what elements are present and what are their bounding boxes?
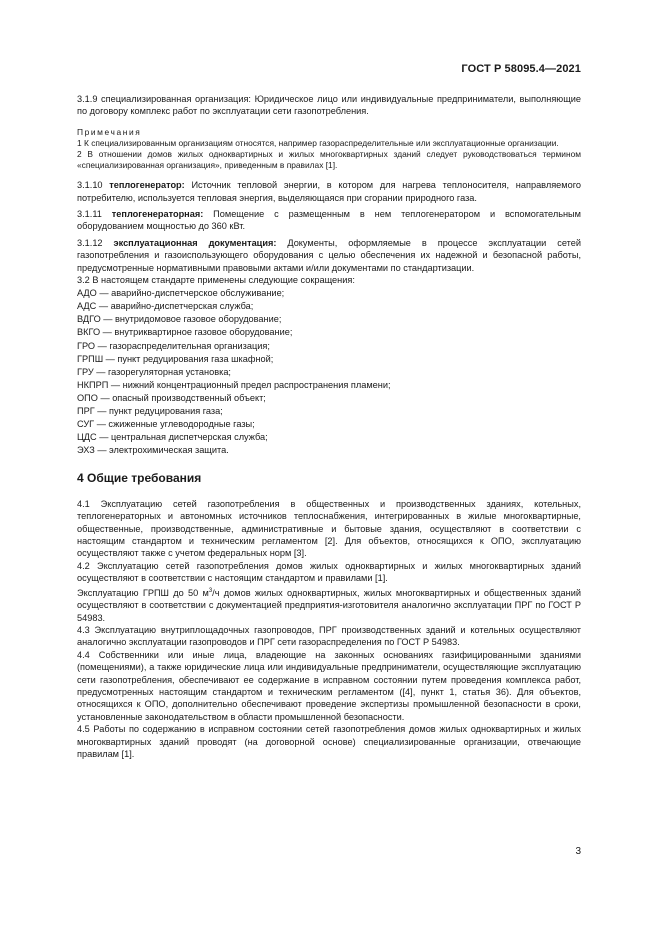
abbreviation-item: АДС — аварийно-диспетчерская служба; [77,301,254,312]
paragraph-4-2-grpsh [77,585,581,624]
abbreviation-item: ЭХЗ — электрохимическая защита. [77,445,229,456]
paragraph-4-2-grpsh-text-a: Эксплуатацию ГРПШ до 50 м [77,587,209,598]
definition-term: теплогенератор: [109,180,185,191]
document-header-id: ГОСТ Р 58095.4—2021 [461,63,581,75]
definition-number: 3.1.11 [77,209,102,220]
definition-3-1-11 [77,208,581,233]
definition-term: эксплуатационная документация: [113,237,277,248]
abbreviation-item: ВДГО — внутридомовое газовое оборудование; [77,314,282,325]
definition-number: 3.1.10 [77,180,103,191]
paragraph-4-4: 4.4 Собственники или иные лица, владеющие на законных основаниях газифицированными зданиями (помещениями), а также юридические лица или индивидуальные предприниматели, осуществляющие эксплуатацию сети газопотребления, обеспечивают ее содержание в исправном состоянии путем проведения комплекса работ, предусмотренных настоящим стандартом и техническим регламентом ([4], пункт 1, статья 36). Для объектов, относящихся к ОПО, дополнительно обеспечивают проведение экспертизы промышленной безопасности в сроки, установленные законодательством в области промышленной безопасности. [77,649,581,722]
definition-3-1-10 [77,179,581,204]
paragraph-4-1: 4.1 Эксплуатацию сетей газопотребления в общественных и производственных зданиях, котельных, теплогенераторных и автономных источников теплоснабжения, интегрированных в жилые многоквартирные, общественные, производственные, административные и бытовые здания, осуществляют в соответствии с настоящим стандартом и техническим регламентом [2]. Для объектов, относящихся к ОПО, эксплуатацию осуществляют также с учетом федеральных норм [3]. [77,498,581,559]
definition-text: Помещение с размещенным в нем теплогенератором и вспомогательным оборудованием мощностью до 360 кВт. [77,209,581,232]
paragraph-4-3: 4.3 Эксплуатацию внутриплощадочных газопроводов, ПРГ производственных зданий и котельных осуществляют аналогично эксплуатации газопроводов и ПРГ сети газораспределения по ГОСТ Р 54983. [77,624,581,648]
abbreviations-list [77,274,581,457]
abbreviation-item: ГРО — газораспределительная организация; [77,340,270,351]
definition-text: Источник тепловой энергии, в котором для нагрева теплоносителя, направляемого потребителю, используется тепловая энергия, выделяющаяся при сгорании природного газа. [77,180,581,203]
notes-heading: Примечания [77,126,142,137]
note-1: 1 К специализированным организациям относятся, например газораспределительные или эксплуатационные организации. [77,138,559,149]
paragraph-4-2: 4.2 Эксплуатацию сетей газопотребления домов жилых одноквартирных и жилых многоквартирных зданий осуществляют в соответствии с настоящим стандартом и правилами [1]. [77,560,581,584]
definition-3-1-9-text: 3.1.9 специализированная организация: Юридическое лицо или индивидуальные предприниматели, выполняющие по договору комплекс работ по эксплуатации сети газопотребления. [77,94,581,117]
page-number: 3 [575,846,581,857]
page-content [77,93,581,760]
abbreviation-item: ГРПШ — пункт редуцирования газа шкафной; [77,353,274,364]
abbreviation-item: АДО — аварийно-диспетчерское обслуживание; [77,288,285,299]
section-4-title: 4 Общие требования [77,471,202,486]
abbreviations-intro: 3.2 В настоящем стандарте применены следующие сокращения: [77,275,355,286]
abbreviation-item: НКПРП — нижний концентрационный предел распространения пламени; [77,379,391,390]
abbreviation-item: ОПО — опасный производственный объект; [77,392,266,403]
definition-text: Документы, оформляемые в процессе эксплуатации сетей газопотребления и газоиспользующего оборудования с целью обеспечения их надежной и безопасной работы, предусмотренные нормативными правовыми актами и/или документами по стандартизации. [77,237,582,273]
abbreviation-item: ЦДС — центральная диспетчерская служба; [77,432,268,443]
paragraph-4-5: 4.5 Работы по содержанию в исправном состоянии сетей газопотребления домов жилых одноквартирных и жилых многоквартирных зданий проводят (на договорной основе) специализированные организации, отвечающие правилам [1]. [77,724,581,759]
definition-number: 3.1.12 [77,237,103,248]
note-2: 2 В отношении домов жилых одноквартирных и жилых многоквартирных зданий следует руководствоваться термином «специализированная организация», приведенным в правилах [1]. [77,149,581,171]
paragraph-4-2-grpsh-text-b: /ч домов жилых одноквартирных, жилых многоквартирных и общественных зданий осуществляют в соответствии с документацией предприятия-изготовителя аналогично эксплуатации ПРГ по ГОСТ Р 54983. [77,587,581,623]
abbreviation-item: ПРГ — пункт редуцирования газа; [77,406,223,416]
abbreviation-item: ГРУ — газорегуляторная установка; [77,366,231,377]
abbreviation-item: ВКГО — внутриквартирное газовое оборудование; [77,327,293,338]
abbreviation-item: СУГ — сжиженные углеводородные газы; [77,419,255,430]
definition-term: теплогенераторная: [111,209,204,220]
superscript-cubic: 3 [208,587,213,594]
definition-3-1-12 [77,237,581,274]
definition-3-1-9 [77,93,581,118]
